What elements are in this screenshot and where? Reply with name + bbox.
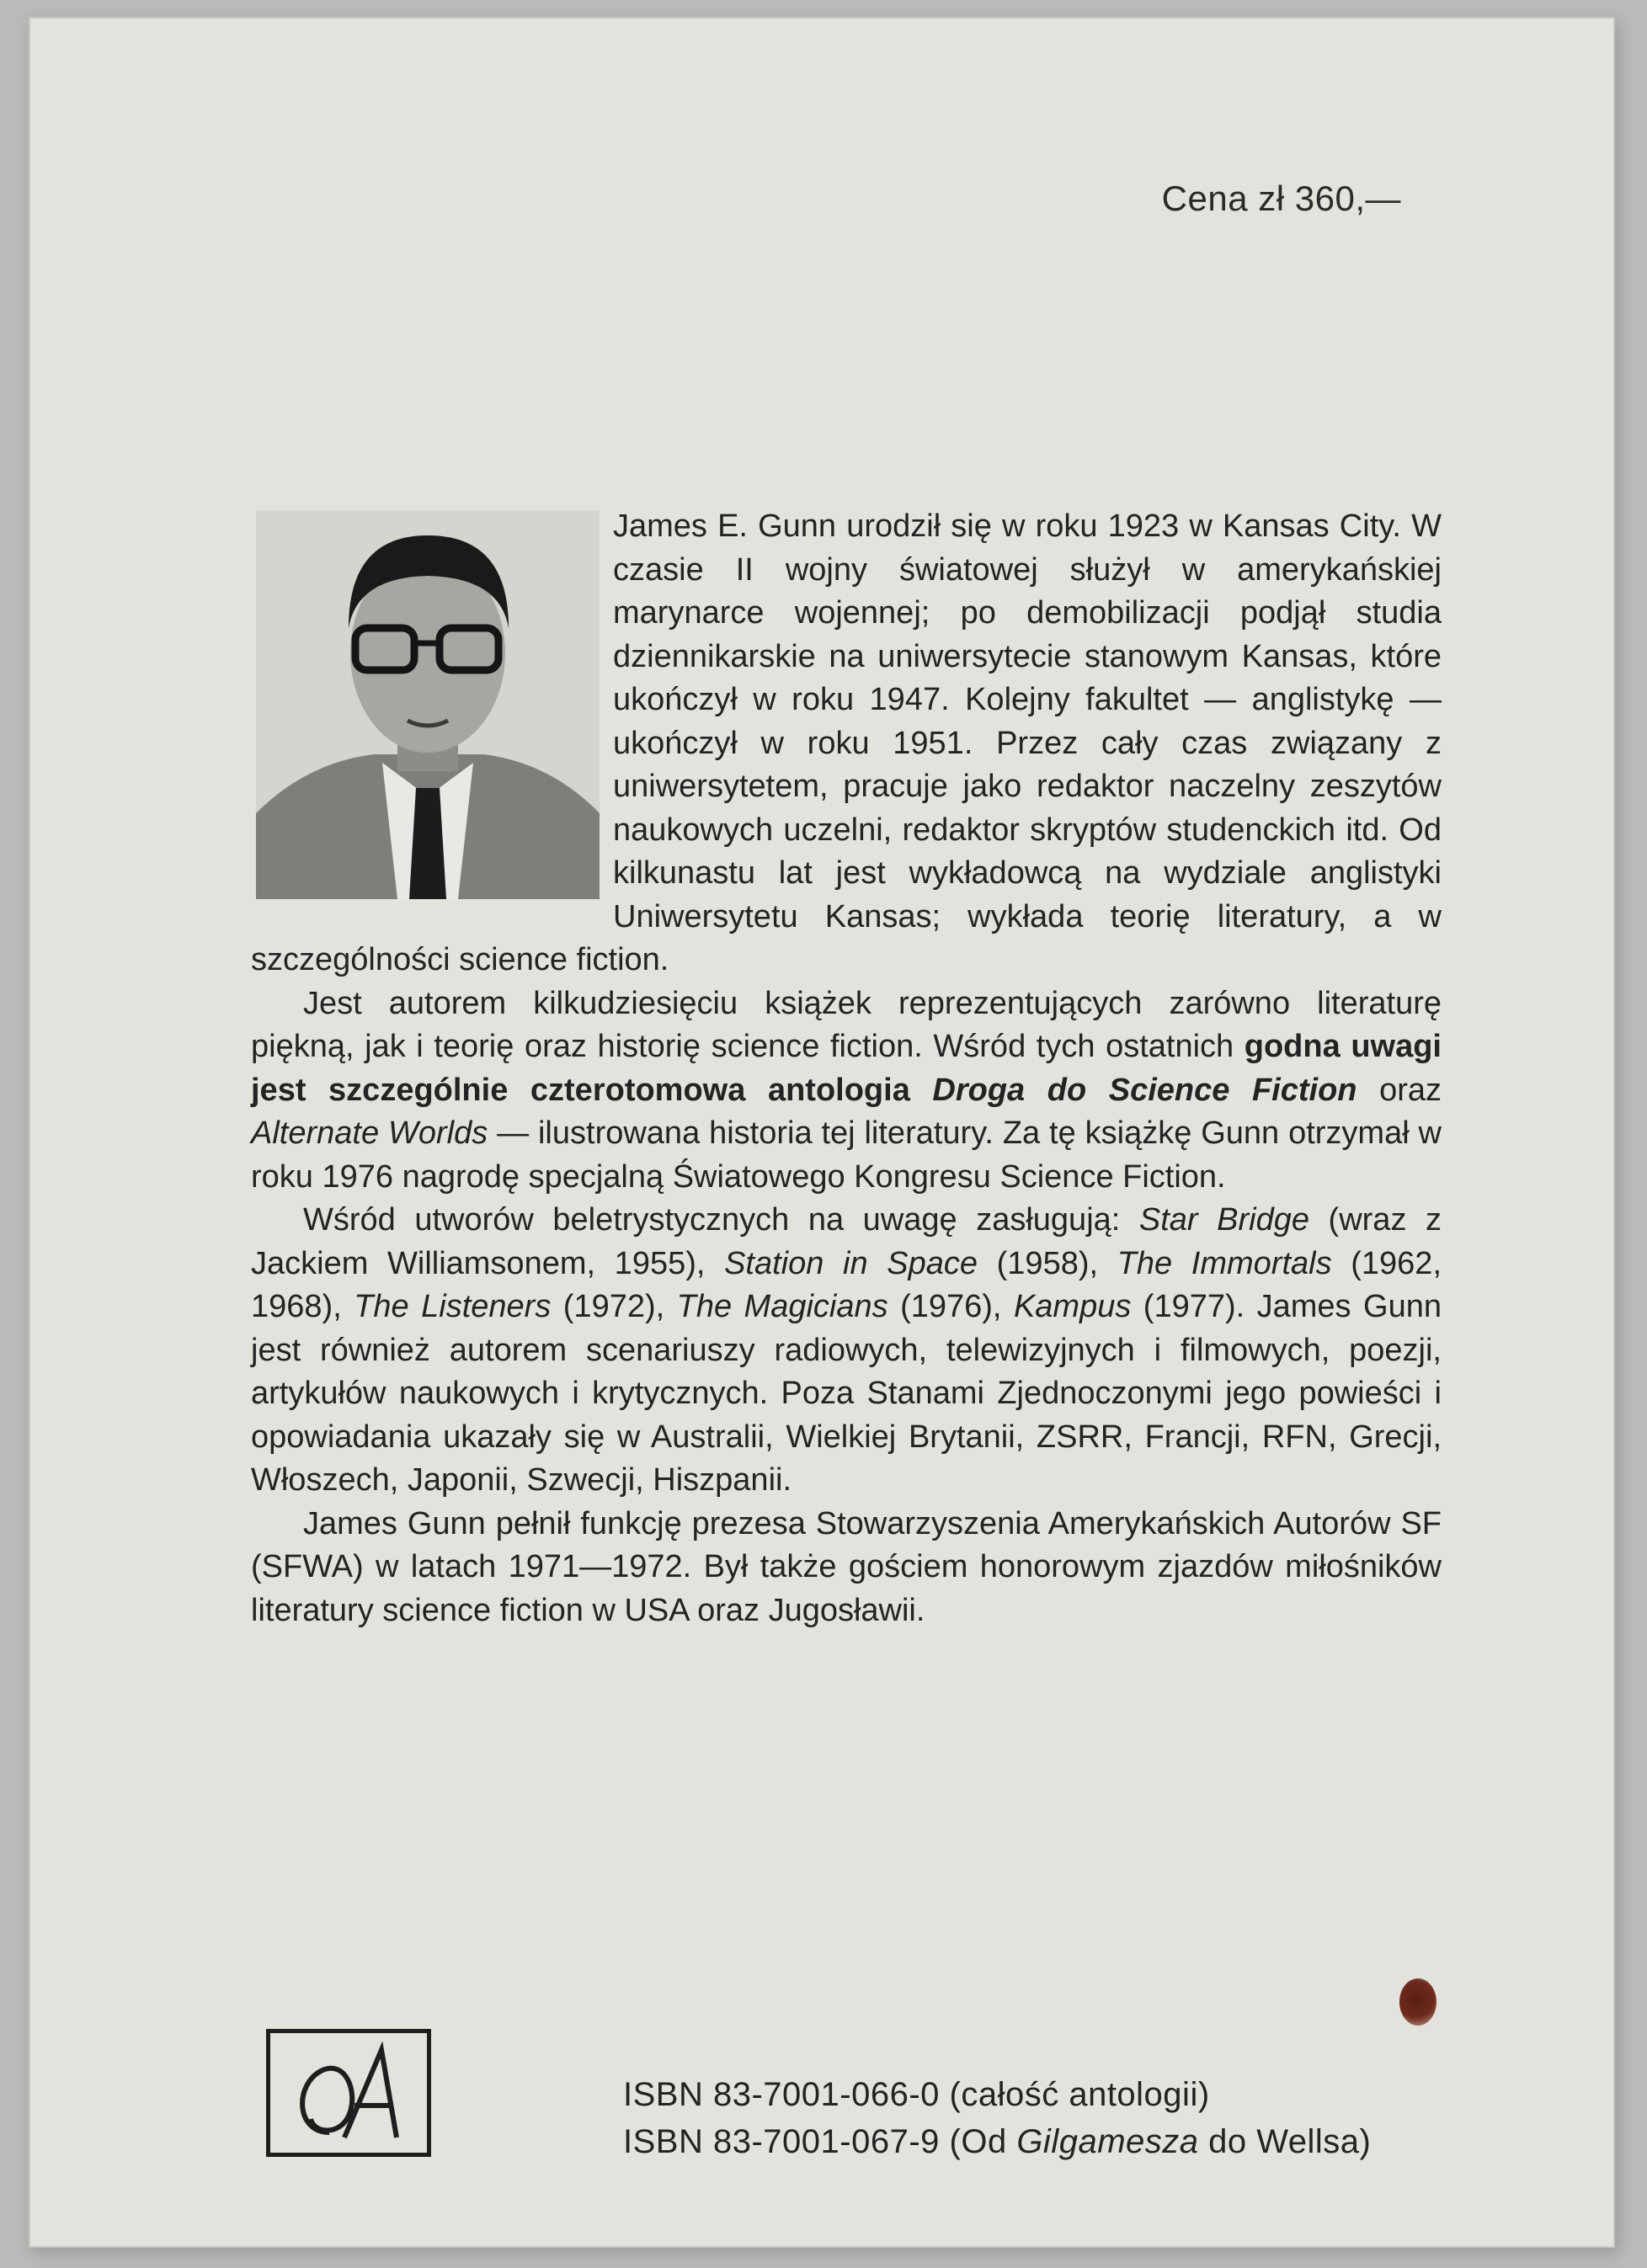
isbn-line-2: ISBN 83-7001-067-9 (Od Gilgamesza do Wellsa) xyxy=(623,2123,1372,2160)
isbn-block xyxy=(623,2071,1371,2165)
publisher-logo xyxy=(266,2029,431,2157)
price-label: Cena zł 360,— xyxy=(1161,178,1401,218)
author-biography xyxy=(251,505,1442,1632)
bio-paragraph-2: Jest autorem kilkudziesięciu książek reprezentujących zarówno literaturę piękną, jak i teorię oraz historię science fiction. Wśród tych ostatnich godna uwagi jest szczególnie czterotomowa antologia Droga do Science Fiction oraz Alternate Worlds — ilustrowana historia tej literatury. Za tę książkę Gunn otrzymał w roku 1976 nagrodę specjalną Światowego Kongresu Science Fiction. xyxy=(251,985,1442,1195)
bio-paragraph-1: James E. Gunn urodził się w roku 1923 w Kansas City. W czasie II wojny światowej służył w amerykańskiej marynarce wojennej; po demobilizacji podjął studia dziennikarskie na uniwersytecie stanowym Kansas, które ukończył w roku 1947. Kolejny fakultet — anglistykę — ukończył w roku 1951. Przez cały czas związany z uniwersytetem, pracuje jako redaktor naczelny zeszytów naukowych uczelni, redaktor skryptów studenckich itd. Od kilkunastu lat jest wykładowcą na wydziale anglistyki Uniwersytetu Kansas; wykłada teorię literatury, a w szczególności science fiction. xyxy=(251,508,1442,977)
book-back-cover xyxy=(29,17,1615,2248)
bio-paragraph-3: Wśród utworów beletrystycznych na uwagę zasługują: Star Bridge (wraz z Jackiem Williamsonem, 1955), Station in Space (1958), The Immortals (1962, 1968), The Listeners (1972), The Magicians (1976), Kampus (1977). James Gunn jest również autorem scenariuszy radiowych, telewizyjnych i filmowych, poezji, artykułów naukowych i krytycznych. Poza Stanami Zjednoczonymi jego powieści i opowiadania ukazały się w Australii, Wielkiej Brytanii, ZSRR, Francji, RFN, Grecji, Włoszech, Japonii, Szwecji, Hiszpanii. xyxy=(251,1202,1442,1498)
stain-mark xyxy=(1399,1978,1436,2026)
bio-paragraph-4: James Gunn pełnił funkcję prezesa Stowarzyszenia Amerykańskich Autorów SF (SFWA) w latach 1971—1972. Był także gościem honorowym zjazdów miłośników literatury science fiction w USA oraz Jugosławii. xyxy=(251,1505,1442,1628)
isbn-line-1: ISBN 83-7001-066-0 (całość antologii) xyxy=(623,2076,1210,2113)
